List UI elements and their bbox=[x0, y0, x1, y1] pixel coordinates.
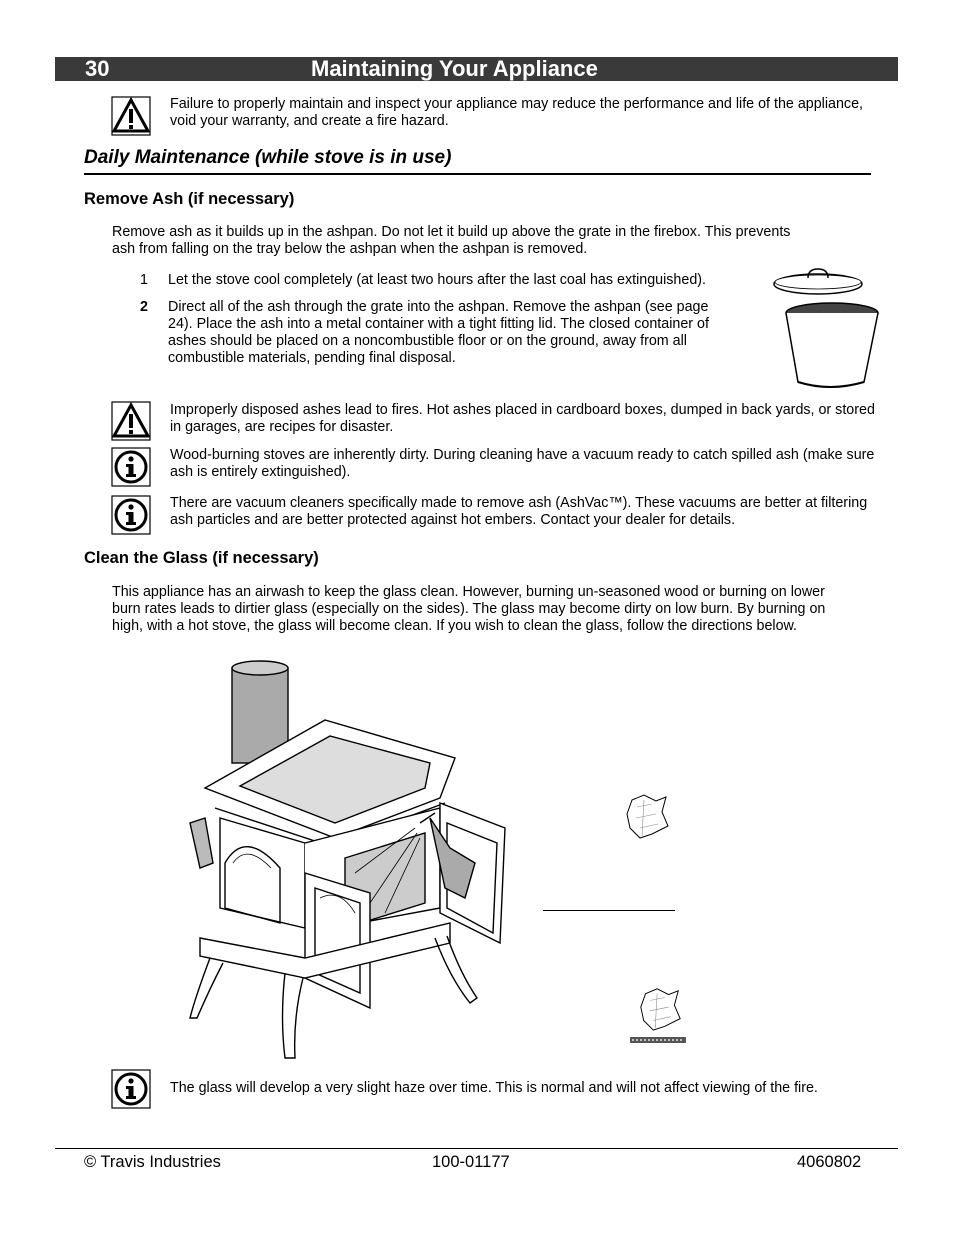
step-number: 1 bbox=[140, 272, 148, 288]
glass-line bbox=[543, 910, 675, 911]
page-number: 30 bbox=[85, 56, 110, 81]
section-heading-daily: Daily Maintenance (while stove is in use) bbox=[84, 147, 452, 168]
footer-rule bbox=[55, 1148, 898, 1149]
ash-intro: Remove ash as it builds up in the ashpan. Do not let it build up above the grate in the firebox. This prevents ash from falling on the tray below the ashpan when the ashpan is removed. bbox=[112, 224, 791, 257]
metal-can-icon bbox=[770, 264, 888, 394]
info-icon bbox=[111, 1069, 151, 1109]
footer-date-code: 4060802 bbox=[797, 1153, 862, 1171]
info-text-haze: The glass will develop a very slight haze over time. This is normal and will not affect viewing of the fire. bbox=[170, 1080, 818, 1096]
step-text: Direct all of the ash through the grate into the ashpan. Remove the ashpan (see page 24). Place the ash into a metal container with a tight fitting lid. The closed container of ashes should be placed on a noncombustible floor or on the ground, away from all combustible materials, pending final disposal. bbox=[168, 299, 709, 366]
warning-triangle-icon bbox=[111, 96, 151, 136]
subheading-remove-ash: Remove Ash (if necessary) bbox=[84, 190, 295, 208]
warning-text-ashes: Improperly disposed ashes lead to fires. Hot ashes placed in cardboard boxes, dumped in back yards, or stored in garages, are recipes for disaster. bbox=[170, 402, 875, 435]
info-text-vacuum: Wood-burning stoves are inherently dirty. During cleaning have a vacuum ready to catch spilled ash (make sure ash is entirely extinguished). bbox=[170, 447, 875, 480]
paper-towel-icon bbox=[636, 985, 684, 1033]
info-text-ashvac: There are vacuum cleaners specifically made to remove ash (AshVac™). These vacuums are better at filtering ash particles and are better protected against hot embers. Contact your dealer for details. bbox=[170, 495, 868, 528]
glass-intro: This appliance has an airwash to keep the glass clean. However, burning un-seasoned wood or burning on lower burn rates leads to dirtier glass (especially on the sides). The glass may become dirty on low burn. By burning on high, with a hot stove, the glass will become clean. If you wish to clean the glass, follow the directions below. bbox=[112, 584, 826, 634]
step-text: Let the stove cool completely (at least two hours after the last coal has extinguished). bbox=[168, 272, 707, 288]
paper-towel-icon bbox=[622, 792, 672, 840]
warning-text-maintenance: Failure to properly maintain and inspect your appliance may reduce the performance and life of the appliance, void your warranty, and create a fire hazard. bbox=[170, 96, 864, 129]
header-bar bbox=[55, 57, 898, 81]
page-title: Maintaining Your Appliance bbox=[311, 56, 598, 81]
warning-triangle-icon bbox=[111, 401, 151, 441]
footer-doc-number: 100-01177 bbox=[432, 1153, 510, 1171]
info-icon bbox=[111, 447, 151, 487]
heading-rule bbox=[84, 173, 871, 175]
stove-illustration bbox=[185, 658, 515, 1068]
info-icon bbox=[111, 495, 151, 535]
subheading-clean-glass: Clean the Glass (if necessary) bbox=[84, 549, 319, 567]
footer-copyright: © Travis Industries bbox=[84, 1153, 221, 1171]
step-number: 2 bbox=[140, 299, 148, 315]
ash-pile-icon bbox=[630, 1036, 686, 1044]
